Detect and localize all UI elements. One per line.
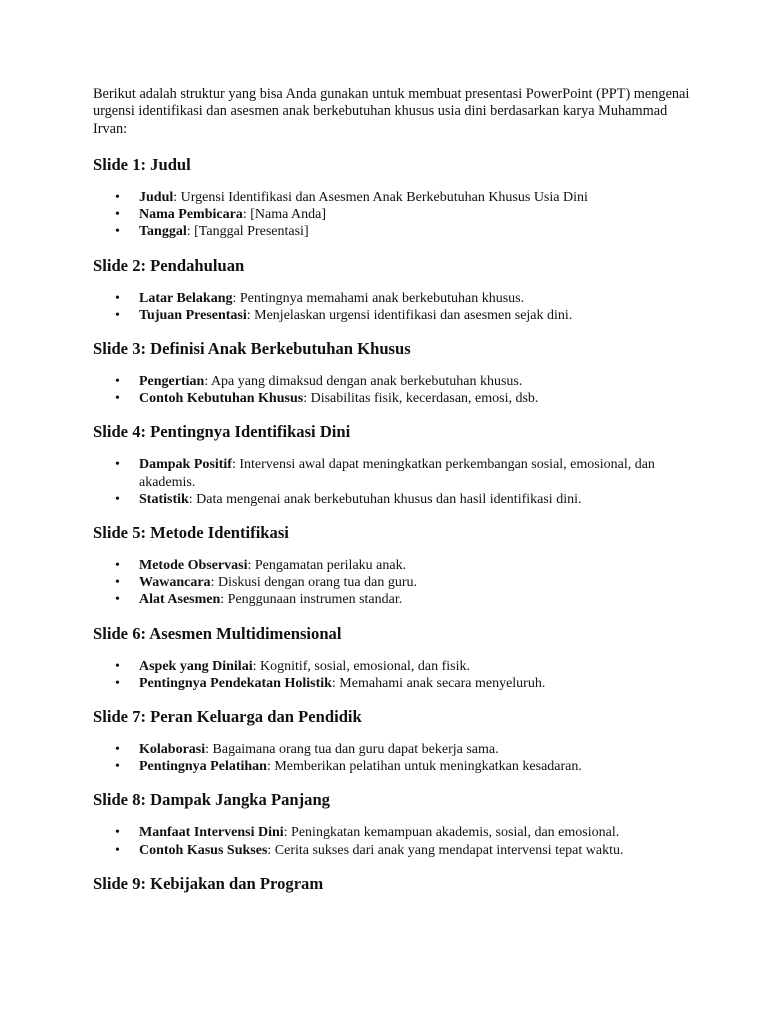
bullet-icon: •: [115, 457, 120, 473]
bullet-icon: •: [115, 675, 120, 691]
bullet-icon: •: [115, 307, 120, 323]
intro-paragraph: Berikut adalah struktur yang bisa Anda gunakan untuk membuat presentasi PowerPoint (PPT) mengenai urgensi identifikasi dan asesmen anak berkebutuhan khusus usia dini berdasarkan karya Muhammad Irvan:: [93, 86, 690, 137]
list-item: [93, 491, 693, 508]
bullet-text: : Pentingnya memahami anak berkebutuhan khusus.: [232, 290, 525, 306]
bullet-icon: •: [115, 491, 120, 507]
slide-4-bullets: [93, 456, 693, 508]
bullet-icon: •: [115, 391, 120, 407]
bullet-text: : Data mengenai anak berkebutuhan khusus dan hasil identifikasi dini.: [188, 491, 582, 507]
slide-2-bullets: [93, 290, 693, 324]
list-item: [93, 307, 693, 324]
bullet-text: : Penggunaan instrumen standar.: [220, 592, 403, 608]
bullet-term: Judul: [139, 189, 174, 205]
bullet-term: Pentingnya Pendekatan Holistik: [139, 675, 332, 691]
bullet-text: : Peningkatan kemampuan akademis, sosial, dan emosional.: [283, 825, 620, 841]
slide-7-bullets: [93, 741, 693, 775]
slide-5-heading: Slide 5: Metode Identifikasi: [93, 522, 289, 542]
slide-7-heading: Slide 7: Peran Keluarga dan Pendidik: [93, 706, 362, 726]
bullet-term: Nama Pembicara: [139, 207, 243, 223]
bullet-icon: •: [115, 557, 120, 573]
slide-1-heading: Slide 1: Judul: [93, 154, 191, 174]
bullet-term: Dampak Positif: [139, 457, 232, 473]
bullet-icon: •: [115, 575, 120, 591]
bullet-text: : Pengamatan perilaku anak.: [247, 557, 407, 573]
bullet-term: Aspek yang Dinilai: [139, 658, 253, 674]
bullet-icon: •: [115, 207, 120, 223]
document-page: [93, 86, 693, 894]
bullet-text: : Memberikan pelatihan untuk meningkatkan kesadaran.: [266, 759, 582, 775]
slide-8-bullets: [93, 824, 693, 858]
slide-5-bullets: [93, 557, 693, 609]
bullet-term: Tujuan Presentasi: [139, 307, 247, 323]
list-item: [93, 574, 693, 591]
bullet-text: : Intervensi awal dapat meningkatkan perkembangan sosial, emosional, dan akademis.: [139, 457, 655, 490]
list-item: [93, 456, 693, 490]
bullet-icon: •: [115, 842, 120, 858]
bullet-text: : Bagaimana orang tua dan guru dapat bekerja sama.: [205, 741, 499, 757]
bullet-text: : Memahami anak secara menyeluruh.: [331, 675, 546, 691]
bullet-icon: •: [115, 592, 120, 608]
bullet-term: Pengertian: [139, 373, 205, 389]
bullet-icon: •: [115, 825, 120, 841]
bullet-icon: •: [115, 373, 120, 389]
list-item: [93, 373, 693, 390]
bullet-term: Alat Asesmen: [139, 592, 221, 608]
list-item: [93, 390, 693, 407]
slide-2-heading: Slide 2: Pendahuluan: [93, 255, 245, 275]
slide-1-bullets: [93, 189, 693, 241]
bullet-term: Pentingnya Pelatihan: [139, 759, 267, 775]
bullet-term: Latar Belakang: [139, 290, 233, 306]
slide-6-heading: Slide 6: Asesmen Multidimensional: [93, 623, 342, 643]
list-item: [93, 824, 693, 841]
bullet-icon: •: [115, 189, 120, 205]
bullet-text: : Urgensi Identifikasi dan Asesmen Anak Berkebutuhan Khusus Usia Dini: [173, 189, 588, 205]
bullet-icon: •: [115, 759, 120, 775]
list-item: [93, 758, 693, 775]
slide-9-heading: Slide 9: Kebijakan dan Program: [93, 873, 324, 893]
bullet-text: : [Nama Anda]: [242, 207, 327, 223]
bullet-term: Tanggal: [139, 224, 187, 240]
slide-3-bullets: [93, 373, 693, 407]
bullet-text: : Menjelaskan urgensi identifikasi dan asesmen sejak dini.: [246, 307, 573, 323]
bullet-icon: •: [115, 741, 120, 757]
bullet-text: : Kognitif, sosial, emosional, dan fisik.: [252, 658, 470, 674]
slide-6-bullets: [93, 658, 693, 692]
bullet-text: : Diskusi dengan orang tua dan guru.: [210, 575, 418, 591]
list-item: [93, 675, 693, 692]
list-item: [93, 591, 693, 608]
list-item: [93, 189, 693, 206]
bullet-term: Kolaborasi: [139, 741, 206, 757]
bullet-text: : [Tanggal Presentasi]: [186, 224, 309, 240]
list-item: [93, 557, 693, 574]
bullet-text: : Disabilitas fisik, kecerdasan, emosi, dsb.: [303, 391, 539, 407]
bullet-term: Manfaat Intervensi Dini: [139, 825, 284, 841]
list-item: [93, 842, 693, 859]
bullet-term: Statistik: [139, 491, 189, 507]
list-item: [93, 658, 693, 675]
bullet-term: Contoh Kasus Sukses: [139, 842, 268, 858]
list-item: [93, 290, 693, 307]
bullet-icon: •: [115, 224, 120, 240]
bullet-icon: •: [115, 658, 120, 674]
list-item: [93, 206, 693, 223]
list-item: [93, 223, 693, 240]
bullet-text: : Apa yang dimaksud dengan anak berkebutuhan khusus.: [204, 373, 523, 389]
bullet-term: Metode Observasi: [139, 557, 248, 573]
bullet-icon: •: [115, 290, 120, 306]
slide-3-heading: Slide 3: Definisi Anak Berkebutuhan Khusus: [93, 338, 411, 358]
bullet-term: Contoh Kebutuhan Khusus: [139, 391, 304, 407]
slide-8-heading: Slide 8: Dampak Jangka Panjang: [93, 790, 330, 810]
bullet-text: : Cerita sukses dari anak yang mendapat intervensi tepat waktu.: [267, 842, 624, 858]
list-item: [93, 741, 693, 758]
bullet-term: Wawancara: [139, 575, 211, 591]
slide-4-heading: Slide 4: Pentingnya Identifikasi Dini: [93, 422, 351, 442]
